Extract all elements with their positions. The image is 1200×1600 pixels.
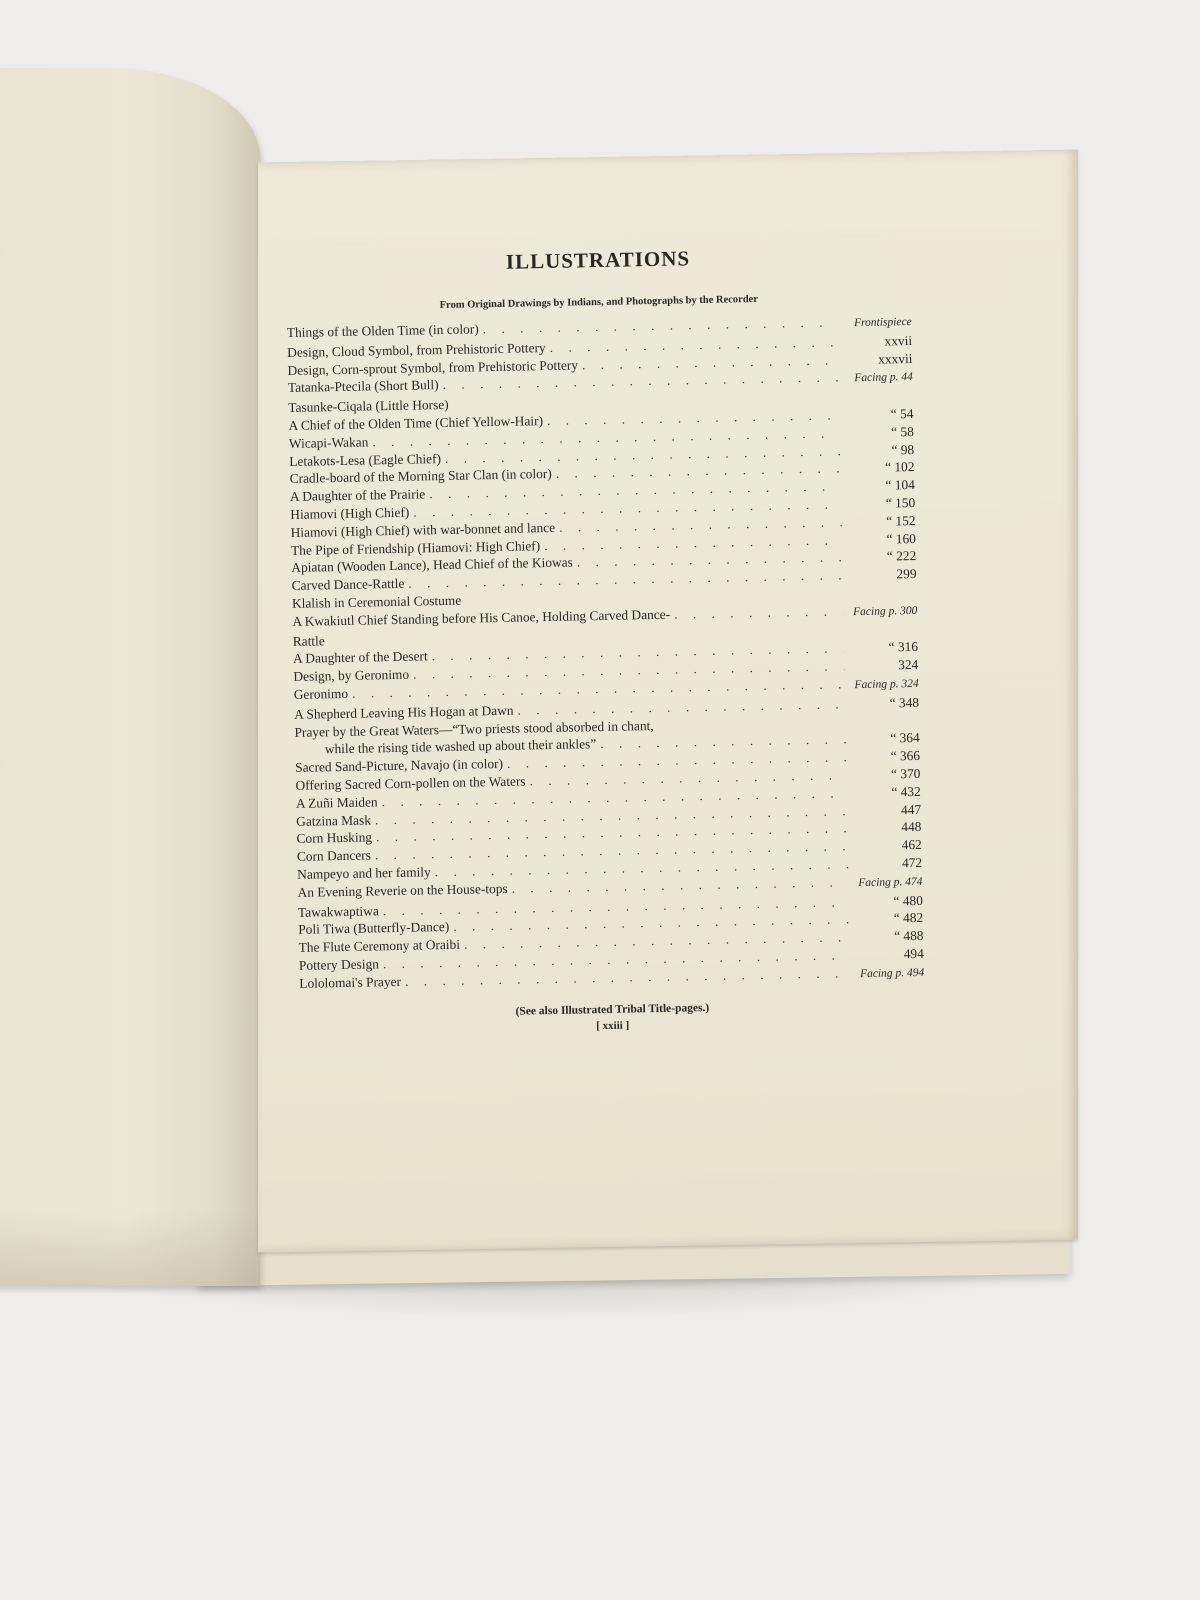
page-title: ILLUSTRATIONS xyxy=(505,246,691,274)
entry-title: Lololomai's Prayer xyxy=(299,973,402,991)
entry-title: Wicapi-Wakan xyxy=(288,434,369,451)
entry-page: Facing p. 44 xyxy=(854,371,913,385)
entry-title: Sacred Sand-Picture, Navajo (in color) xyxy=(295,756,504,776)
entry-page: Facing p. 494 xyxy=(859,966,925,980)
entry-title: A Shepherd Leaving His Hogan at Dawn xyxy=(293,702,514,722)
entry-page: “ 432 xyxy=(891,783,921,800)
entry-title: A Kwakiutl Chief Standing before His Canoe, Holding Carved Dance- xyxy=(292,606,671,629)
entry-title: Poli Tiwa (Butterfly-Dance) xyxy=(298,919,450,938)
entry-page xyxy=(461,603,531,604)
entry-title: An Evening Reverie on the House-tops xyxy=(297,880,508,900)
leader-dots xyxy=(674,602,843,623)
entry-page xyxy=(449,408,519,409)
entry-title: Tawakwaptiwa xyxy=(297,902,379,920)
entry-page: “ 488 xyxy=(893,927,924,944)
entry-page: Facing p. 324 xyxy=(854,677,919,692)
entry-page: “ 150 xyxy=(885,494,916,511)
entry-page: xxxvii xyxy=(878,350,913,367)
entry-title: while the rising tide washed up about their ankles” xyxy=(324,736,597,757)
page-subtitle: From Original Drawings by Indians, and Photographs by the Recorder xyxy=(439,293,759,312)
illustrations-list xyxy=(287,312,925,994)
entry-title: The Flute Ceremony at Oraibi xyxy=(298,936,461,955)
entry-title: Tasunke-Ciqala (Little Horse) xyxy=(288,397,449,416)
entry-title: Nampeyo and her family xyxy=(297,864,431,882)
entry-page: 448 xyxy=(901,819,922,835)
entry-page xyxy=(654,728,724,729)
entry-title: Things of the Olden Time (in color) xyxy=(286,321,479,340)
entry-page: “ 98 xyxy=(891,441,915,457)
entry-page: “ 480 xyxy=(893,892,923,908)
entry-page: 324 xyxy=(898,657,919,673)
entry-page: “ 366 xyxy=(890,748,921,764)
entry-page: “ 160 xyxy=(886,530,917,547)
entry-title: Carved Dance-Rattle xyxy=(291,575,405,594)
entry-title: Rattle xyxy=(292,632,325,649)
entry-page: Facing p. 300 xyxy=(852,604,918,618)
entry-title: Gatzina Mask xyxy=(296,811,372,829)
left-page-shadow xyxy=(0,1210,260,1286)
entry-title: Apiatan (Wooden Lance), Head Chief of the Kiowas xyxy=(291,554,573,576)
entry-title: Klalish in Ceremonial Costume xyxy=(291,592,462,611)
entry-page: “ 316 xyxy=(888,639,919,655)
entry-page: “ 348 xyxy=(889,694,920,711)
entry-title: Prayer by the Great Waters—“Two priests stood absorbed in chant, xyxy=(294,717,654,740)
entry-page: “ 54 xyxy=(890,405,914,422)
entry-title: Cradle-board of the Morning Star Clan (in color) xyxy=(289,466,552,487)
entry-title: The Pipe of Friendship (Hiamovi: High Chief) xyxy=(290,537,541,558)
entry-page: Frontispiece xyxy=(853,315,912,330)
entry-page: 472 xyxy=(901,854,923,871)
page-number: [ xxiii ] xyxy=(596,1020,630,1033)
entry-title: Design, Corn-sprout Symbol, from Prehistoric Pottery xyxy=(287,356,579,378)
entry-page: “ 152 xyxy=(886,512,916,529)
entry-page: 299 xyxy=(896,566,917,582)
entry-page: “ 222 xyxy=(886,548,917,564)
entry-title: Corn Husking xyxy=(296,829,373,847)
entry-title: Design, Cloud Symbol, from Prehistoric Pottery xyxy=(287,339,546,360)
left-page-curl xyxy=(0,68,260,1286)
entry-title: Letakots-Lesa (Eagle Chief) xyxy=(289,450,442,469)
entry-page: xxvii xyxy=(884,332,913,349)
entry-title: A Chief of the Olden Time (Chief Yellow-Hair) xyxy=(288,413,544,433)
illustrations-list-page xyxy=(285,226,925,1038)
entry-title: A Daughter of the Prairie xyxy=(289,486,426,505)
entry-page: “ 364 xyxy=(890,730,920,746)
entry-page: “ 102 xyxy=(884,459,915,475)
entry-page: “ 104 xyxy=(885,477,915,493)
entry-page: “ 58 xyxy=(890,423,914,440)
entry-page: “ 482 xyxy=(893,910,924,926)
entry-page xyxy=(325,644,395,645)
entry-title: Design, by Geronimo xyxy=(293,666,410,685)
entry-title: Corn Dancers xyxy=(296,847,372,864)
entry-page: 462 xyxy=(901,836,922,853)
entry-page: 494 xyxy=(903,945,924,962)
entry-title: A Zuñi Maiden xyxy=(295,794,378,811)
entry-page: Facing p. 474 xyxy=(858,875,923,889)
entry-title: Pottery Design xyxy=(298,956,380,973)
entry-page: “ 370 xyxy=(890,765,921,782)
entry-title: Offering Sacred Corn-pollen on the Waters xyxy=(295,773,526,793)
footer-note: (See also Illustrated Tribal Title-pages.) xyxy=(515,1002,710,1019)
entry-title: Geronimo xyxy=(293,685,349,702)
entry-title: A Daughter of the Desert xyxy=(292,648,428,667)
entry-title: Tatanka-Ptecila (Short Bull) xyxy=(287,377,439,396)
entry-title: Hiamovi (High Chief) xyxy=(290,504,410,522)
entry-title: Hiamovi (High Chief) with war-bonnet and lance xyxy=(290,519,556,540)
entry-page: 447 xyxy=(900,801,922,817)
